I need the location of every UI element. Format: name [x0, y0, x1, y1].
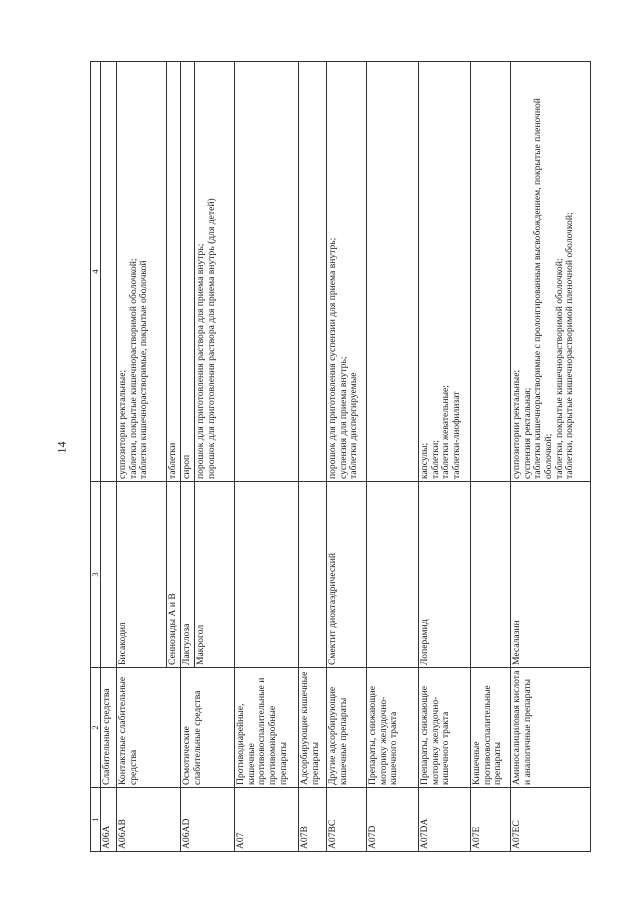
column-header: 4: [91, 62, 101, 482]
table-row: [367, 62, 419, 852]
atc-code: A07B: [299, 788, 327, 852]
atc-code: A07: [235, 788, 299, 852]
dosage-forms: [471, 62, 511, 482]
drug-name: Бисакодил: [117, 482, 167, 668]
column-header: 2: [91, 668, 101, 788]
group-name: Препараты, снижающие моторику желудочно-кишечного тракта: [419, 668, 471, 788]
drug-name: [101, 482, 117, 668]
dosage-forms: сироп: [181, 62, 195, 482]
dosage-forms: [367, 62, 419, 482]
column-header: 3: [91, 482, 101, 668]
column-header-row: [91, 62, 101, 852]
dosage-forms: суппозитории ректальные; суспензия ректальная; таблетки кишечнорастворимые с пролонгированным высвобождением, покрытые пленочной оболочкой; таблетки, покрытые кишечнорастворимой оболочкой; таблетки, покрытые кишечнорастворимой пленочной оболочкой;: [511, 62, 591, 482]
drug-name: Сеннозиды А и В: [167, 482, 181, 668]
atc-code: A07E: [471, 788, 511, 852]
atc-code: A06AB: [117, 788, 181, 852]
drug-name: Лоперамид: [419, 482, 471, 668]
dosage-forms: капсулы; таблетки; таблетки жевательные; таблетки-лиофилизат: [419, 62, 471, 482]
drug-name: Смектит диоктаэдрический: [327, 482, 367, 668]
dosage-forms: [101, 62, 117, 482]
table-row: [419, 62, 471, 852]
rotated-table-container: [90, 62, 610, 852]
group-name: Препараты, снижающие моторику желудочно-кишечного тракта: [367, 668, 419, 788]
medication-table: [90, 61, 591, 852]
group-name: Контактные слабительные средства: [117, 668, 181, 788]
drug-name: Месалазин: [511, 482, 591, 668]
group-name: Кишечные противовоспалительные препараты: [471, 668, 511, 788]
table-row: [117, 62, 167, 852]
dosage-forms: [235, 62, 299, 482]
atc-code: A07EC: [511, 788, 591, 852]
column-header: 1: [91, 788, 101, 852]
drug-name: Макрогол: [195, 482, 235, 668]
atc-code: A07DA: [419, 788, 471, 852]
dosage-forms: порошок для приготовления раствора для приема внутрь; порошок для приготовления раствора для приема внутрь (для детей): [195, 62, 235, 482]
group-name: Аминосалициловая кислота и аналогичные препараты: [511, 668, 591, 788]
dosage-forms: таблетки: [167, 62, 181, 482]
table-row: [471, 62, 511, 852]
drug-name: Лактулоза: [181, 482, 195, 668]
group-name: Слабительные средства: [101, 668, 117, 788]
table-row: [101, 62, 117, 852]
table-row: [299, 62, 327, 852]
dosage-forms: суппозитории ректальные; таблетки, покрытые кишечнорастворимой оболочкой; таблетки кишечнорастворимые, покрытые оболочкой: [117, 62, 167, 482]
atc-code: A06AD: [181, 788, 235, 852]
dosage-forms: порошок для приготовления суспензии для приема внутрь; суспензия для приема внутрь; таблетки диспергируемые: [327, 62, 367, 482]
atc-code: A07D: [367, 788, 419, 852]
group-name: Осмотические слабительные средства: [181, 668, 235, 788]
group-name: Другие адсорбирующие кишечные препараты: [327, 668, 367, 788]
page-number: 14: [54, 441, 69, 454]
group-name: Адсорбирующие кишечные препараты: [299, 668, 327, 788]
drug-name: [367, 482, 419, 668]
group-name: Противодиарейные, кишечные противовоспалительные и противомикробные препараты: [235, 668, 299, 788]
table-row: [511, 62, 591, 852]
dosage-forms: [299, 62, 327, 482]
drug-name: [299, 482, 327, 668]
drug-name: [471, 482, 511, 668]
table-row: [327, 62, 367, 852]
drug-name: [235, 482, 299, 668]
table-row: [235, 62, 299, 852]
atc-code: A07BC: [327, 788, 367, 852]
table-row: [181, 62, 195, 852]
atc-code: A06A: [101, 788, 117, 852]
